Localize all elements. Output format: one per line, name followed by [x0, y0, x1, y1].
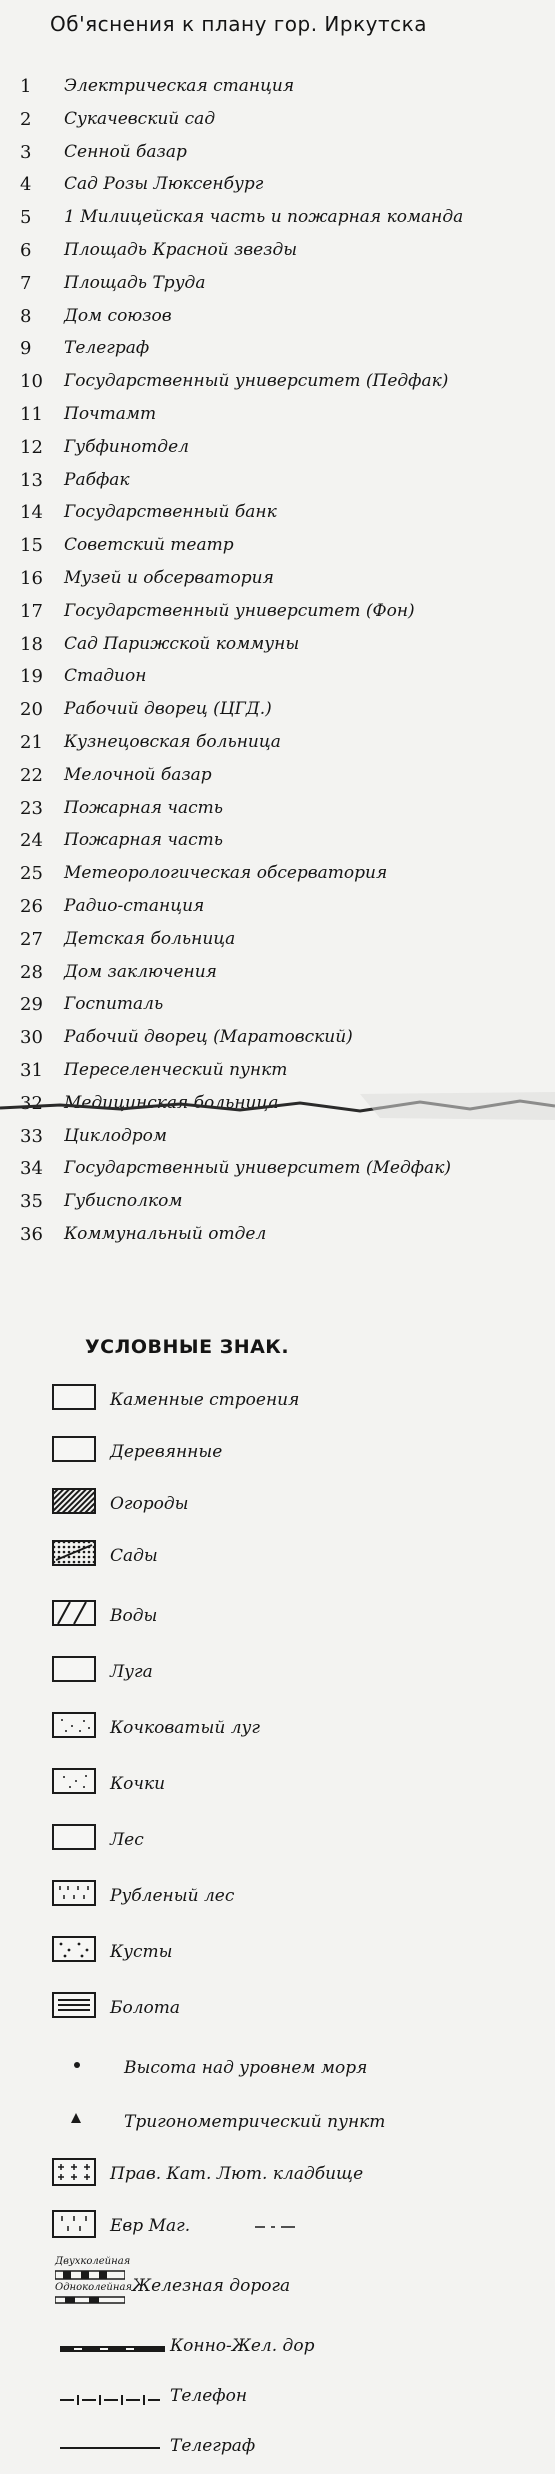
legend-label-railway: Железная дорога [132, 2276, 291, 2296]
list-item [0, 728, 555, 758]
list-item [0, 1089, 555, 1119]
legend-label-water: Воды [110, 1606, 158, 1626]
single-track-icon [55, 2296, 125, 2304]
legend-label-gardens: Сады [110, 1546, 158, 1566]
list-item [0, 269, 555, 299]
legend-label-meadows: Луга [110, 1662, 153, 1682]
entry-label: Электрическая станция [64, 76, 295, 96]
stone-building-symbol [52, 1384, 96, 1410]
list-item [0, 203, 555, 233]
legend-row-hummocks [0, 1762, 555, 1806]
legend-label-cemetery: Прав. Кат. Лют. кладбище [110, 2164, 364, 2184]
entry-label: Сад Парижской коммуны [64, 634, 300, 654]
legend-label-vegetable-gardens: Огороды [110, 1494, 189, 1514]
entry-label: Губфинотдел [64, 437, 189, 457]
list-item [0, 433, 555, 463]
entry-number: 34 [20, 1158, 43, 1179]
entry-label: Сенной базар [64, 142, 187, 162]
legend-label-wood: Деревянные [110, 1442, 223, 1462]
list-item [0, 990, 555, 1020]
entry-number: 36 [20, 1224, 43, 1245]
legend-label-bushes: Кусты [110, 1942, 173, 1962]
meadow-symbol [52, 1656, 96, 1682]
list-item [0, 1154, 555, 1184]
legend-label-trig-point: Тригонометрический пункт [124, 2112, 386, 2132]
entry-label: Циклодром [64, 1126, 167, 1146]
double-track-icon [55, 2270, 125, 2280]
legend-label-telephone: Телефон [170, 2386, 248, 2406]
entry-number: 16 [20, 568, 43, 589]
entry-label: Музей и обсерватория [64, 568, 274, 588]
list-item [0, 1023, 555, 1053]
list-item [0, 498, 555, 528]
entry-number: 4 [20, 174, 32, 195]
entry-label: Метеорологическая обсерватория [64, 863, 388, 883]
entry-label: Почтамт [64, 404, 157, 424]
water-pattern-icon [52, 1600, 96, 1626]
rail-double-label: Двухколейная [55, 2256, 131, 2267]
entry-number: 15 [20, 535, 43, 556]
hummocks-icon [52, 1768, 96, 1794]
list-item [0, 1122, 555, 1152]
telegraph-line-icon [60, 2444, 160, 2452]
list-item [0, 105, 555, 135]
entry-label: Государственный банк [64, 502, 277, 522]
legend-row-trig-point [0, 2100, 555, 2144]
entry-label: Губисполком [64, 1191, 183, 1211]
triangle-icon [70, 2112, 82, 2124]
garden-pattern-icon [52, 1540, 96, 1566]
list-item [0, 958, 555, 988]
entry-number: 3 [20, 142, 32, 163]
cross-pattern-icon [52, 2158, 96, 2186]
legend-row-forest [0, 1818, 555, 1862]
entry-label: Государственный университет (Педфак) [64, 371, 449, 391]
entry-label: Радио-станция [64, 896, 205, 916]
legend-row-cut-forest [0, 1874, 555, 1918]
entry-number: 5 [20, 207, 32, 228]
legend-row-water [0, 1594, 555, 1638]
entry-number: 21 [20, 732, 43, 753]
entry-label: Медицинская больница [64, 1093, 279, 1113]
entry-label: Площадь Красной звезды [64, 240, 298, 260]
legend-label-elevation: Высота над уровнем моря [124, 2058, 368, 2078]
legend-row-hummock-meadow [0, 1706, 555, 1750]
entry-number: 9 [20, 338, 32, 359]
entry-number: 14 [20, 502, 43, 523]
entry-number: 27 [20, 929, 43, 950]
list-item [0, 138, 555, 168]
legend-row-telephone [0, 2380, 555, 2424]
legend-label-stone: Каменные строения [110, 1390, 300, 1410]
entry-number: 13 [20, 470, 43, 491]
entry-label: Советский театр [64, 535, 234, 555]
elevation-dot-icon [72, 2060, 82, 2070]
legend-row-vegetable-gardens [0, 1482, 555, 1526]
legend-title: УСЛОВНЫЕ ЗНАК. [85, 1336, 290, 1358]
legend-row-elevation [0, 2046, 555, 2090]
list-item [0, 892, 555, 922]
legend-label-horse-rail: Конно-Жел. дор [170, 2336, 315, 2356]
list-item [0, 761, 555, 791]
legend-label-telegraph: Телеграф [170, 2436, 256, 2456]
entry-label: Сад Розы Люксенбург [64, 174, 264, 194]
entry-label: Госпиталь [64, 994, 164, 1014]
legend-row-cemetery [0, 2152, 555, 2196]
list-item [0, 1220, 555, 1250]
list-item [0, 794, 555, 824]
entry-label: Стадион [64, 666, 147, 686]
legend-row-gardens [0, 1534, 555, 1578]
cut-forest-icon [52, 1880, 96, 1906]
entry-number: 25 [20, 863, 43, 884]
entry-number: 19 [20, 666, 43, 687]
entry-label: Телеграф [64, 338, 150, 358]
list-item [0, 1056, 555, 1086]
swamp-icon [52, 1992, 96, 2018]
list-item [0, 925, 555, 955]
legend-row-wood [0, 1430, 555, 1474]
list-item [0, 72, 555, 102]
forest-symbol [52, 1824, 96, 1850]
jewish-cemetery-icon [52, 2210, 96, 2238]
list-item [0, 695, 555, 725]
entry-number: 31 [20, 1060, 43, 1081]
entry-number: 30 [20, 1027, 43, 1048]
hummock-meadow-icon [52, 1712, 96, 1738]
list-item [0, 302, 555, 332]
entry-number: 17 [20, 601, 43, 622]
entry-number: 26 [20, 896, 43, 917]
entry-number: 24 [20, 830, 43, 851]
legend-row-horse-rail [0, 2330, 555, 2374]
entry-number: 22 [20, 765, 43, 786]
entry-label: Дом заключения [64, 962, 217, 982]
entry-label: Пожарная часть [64, 798, 224, 818]
entry-number: 35 [20, 1191, 43, 1212]
entry-label: Кузнецовская больница [64, 732, 281, 752]
list-item [0, 400, 555, 430]
entry-number: 7 [20, 273, 32, 294]
list-item [0, 564, 555, 594]
entry-label: Мелочной базар [64, 765, 212, 785]
legend-row-meadows [0, 1650, 555, 1694]
entry-label: Сукачевский сад [64, 109, 216, 129]
telephone-line-icon [60, 2394, 160, 2406]
rail-single-label: Одноколейная [55, 2282, 133, 2293]
wood-building-symbol [52, 1436, 96, 1462]
list-item [0, 662, 555, 692]
legend-row-bushes [0, 1930, 555, 1974]
list-item [0, 236, 555, 266]
legend-label-swamp: Болота [110, 1998, 181, 2018]
entry-number: 1 [20, 76, 32, 97]
list-item [0, 630, 555, 660]
entry-number: 20 [20, 699, 43, 720]
list-item [0, 826, 555, 856]
list-item [0, 859, 555, 889]
entry-label: Площадь Труда [64, 273, 206, 293]
list-item [0, 466, 555, 496]
legend-label-hummock-meadow: Кочковатый луг [110, 1718, 260, 1738]
entry-number: 23 [20, 798, 43, 819]
entry-label: Коммунальный отдел [64, 1224, 267, 1244]
hatched-pattern-icon [52, 1488, 96, 1514]
entry-label: Государственный университет (Фон) [64, 601, 415, 621]
entry-number: 11 [20, 404, 43, 425]
entry-number: 32 [20, 1093, 43, 1114]
legend-row-railway [0, 2256, 555, 2320]
entry-number: 33 [20, 1126, 43, 1147]
entry-label: Дом союзов [64, 306, 172, 326]
list-item [0, 597, 555, 627]
legend-row-cemetery-jewish [0, 2204, 555, 2248]
legend-row-swamp [0, 1986, 555, 2030]
entry-label: Переселенческий пункт [64, 1060, 288, 1080]
entry-number: 29 [20, 994, 43, 1015]
list-item [0, 170, 555, 200]
entry-number: 28 [20, 962, 43, 983]
bushes-icon [52, 1936, 96, 1962]
entry-label: Пожарная часть [64, 830, 224, 850]
entry-label: Рабфак [64, 470, 130, 490]
dash-dot-line-icon [255, 2224, 295, 2230]
entry-label: Рабочий дворец (Маратовский) [64, 1027, 353, 1047]
entry-number: 2 [20, 109, 32, 130]
entry-label: Государственный университет (Медфак) [64, 1158, 451, 1178]
legend-row-stone [0, 1378, 555, 1422]
page-title: Об'яснения к плану гор. Иркутска [50, 12, 427, 36]
legend-label-cemetery-jewish: Евр Маг. [110, 2216, 191, 2236]
list-item [0, 367, 555, 397]
list-item [0, 531, 555, 561]
entry-number: 12 [20, 437, 43, 458]
entry-number: 8 [20, 306, 32, 327]
legend-row-telegraph [0, 2430, 555, 2474]
entry-label: Рабочий дворец (ЦГД.) [64, 699, 272, 719]
legend-label-hummocks: Кочки [110, 1774, 166, 1794]
legend-label-forest: Лес [110, 1830, 144, 1850]
horse-rail-line-icon [60, 2344, 165, 2354]
entry-number: 10 [20, 371, 43, 392]
entry-label: Детская больница [64, 929, 236, 949]
entry-number: 6 [20, 240, 32, 261]
entry-number: 18 [20, 634, 43, 655]
legend-label-cut-forest: Рубленый лес [110, 1886, 235, 1906]
entry-label: 1 Милицейская часть и пожарная команда [64, 207, 464, 227]
list-item [0, 1187, 555, 1217]
list-item [0, 334, 555, 364]
